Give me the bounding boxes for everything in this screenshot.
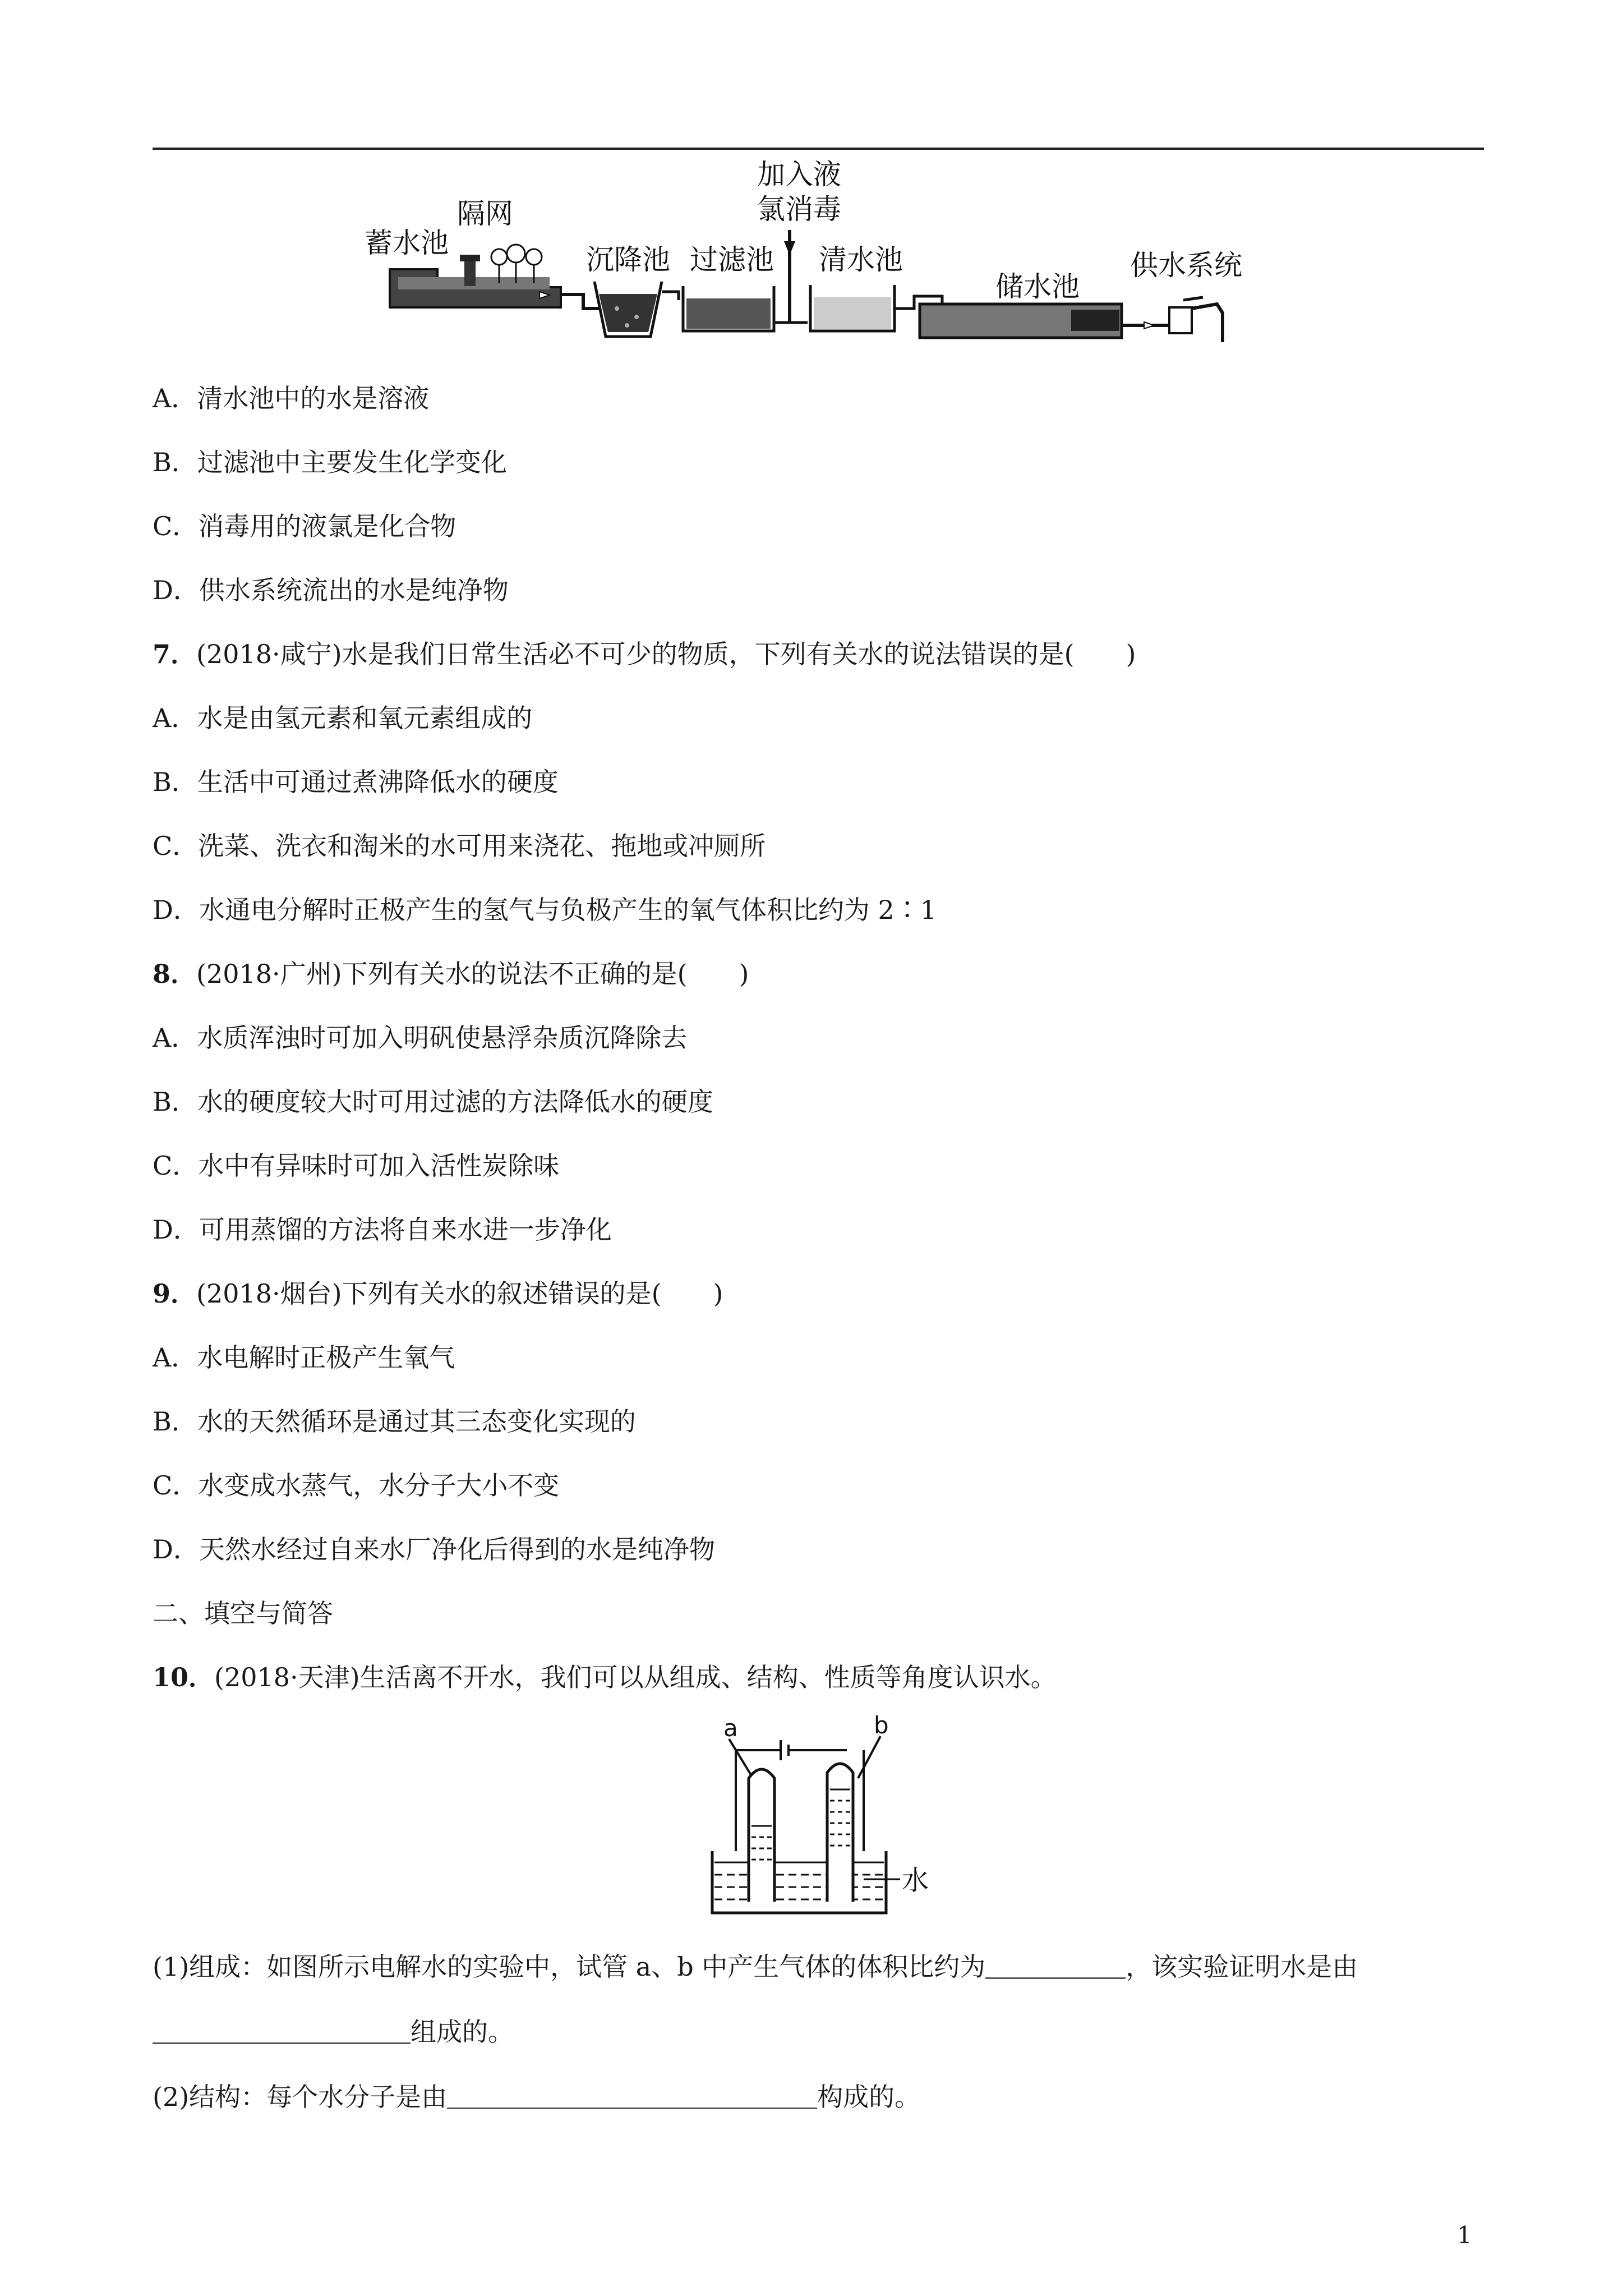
page-number: 1 bbox=[1457, 2221, 1472, 2249]
storage-tank bbox=[920, 304, 1122, 338]
label-storage: 储水池 bbox=[995, 270, 1080, 303]
q9-stem: 9．(2018·烟台)下列有关水的叙述错误的是( ) bbox=[153, 1278, 723, 1309]
q8-option-d: D．可用蒸馏的方法将自来水进一步净化 bbox=[153, 1214, 612, 1245]
header-rule bbox=[153, 148, 1484, 150]
water-trough bbox=[712, 1851, 886, 1913]
label-clear-water: 清水池 bbox=[819, 243, 903, 276]
q10-sub1-line2: 组成的。 bbox=[153, 2016, 1487, 2047]
q7-option-b: B．生活中可通过煮沸降低水的硬度 bbox=[153, 767, 559, 797]
label-screen: 隔网 bbox=[457, 197, 513, 230]
q9-option-a: A．水电解时正极产生氧气 bbox=[153, 1342, 455, 1373]
label-water: 水 bbox=[902, 1865, 929, 1896]
screen-mesh bbox=[491, 245, 542, 283]
label-filter: 过滤池 bbox=[690, 243, 774, 276]
q6-option-a: A．清水池中的水是溶液 bbox=[153, 383, 430, 413]
q7-option-a: A．水是由氢元素和氧元素组成的 bbox=[153, 703, 533, 733]
q10-stem: 10．(2018·天津)生活离不开水，我们可以从组成、结构、性质等角度认识水。 bbox=[153, 1662, 1057, 1692]
answer-blank-ratio[interactable] bbox=[985, 1953, 1126, 1979]
q7-stem: 7．(2018·咸宁)水是我们日常生活必不可少的物质，下列有关水的说法错误的是( ) bbox=[153, 639, 1136, 669]
label-chlorine-2: 氯消毒 bbox=[757, 193, 841, 226]
q8-stem: 8．(2018·广州)下列有关水的说法不正确的是( ) bbox=[153, 959, 749, 989]
water-treatment-diagram bbox=[359, 157, 1279, 348]
label-tube-a: a bbox=[723, 1714, 738, 1742]
filter-tank bbox=[683, 286, 774, 331]
q10-sub1-line1: (1)组成：如图所示电解水的实验中，试管 a、b 中产生气体的体积比约为 ，该实验证明水是由 bbox=[153, 1952, 1358, 1982]
q6-option-b: B．过滤池中主要发生化学变化 bbox=[153, 447, 507, 477]
q10-sub2: (2)结构：每个水分子是由 构成的。 bbox=[153, 2082, 921, 2112]
section-title: 二、填空与简答 bbox=[153, 1598, 333, 1628]
q9-option-c: C．水变成水蒸气，水分子大小不变 bbox=[153, 1470, 560, 1501]
q7-option-c: C．洗菜、洗衣和淘米的水可用来浇花、拖地或冲厕所 bbox=[153, 831, 766, 861]
q8-option-b: B．水的硬度较大时可用过滤的方法降低水的硬度 bbox=[153, 1087, 713, 1117]
electrolysis-diagram bbox=[695, 1711, 959, 1924]
test-tube-a bbox=[749, 1769, 774, 1902]
test-tube-b bbox=[827, 1764, 853, 1902]
chlorine-injection bbox=[784, 230, 795, 323]
answer-blank-structure[interactable] bbox=[447, 2083, 817, 2109]
answer-blank-composition[interactable] bbox=[153, 2018, 411, 2044]
label-supply: 供水系统 bbox=[1130, 249, 1242, 282]
q9-option-b: B．水的天然循环是通过其三态变化实现的 bbox=[153, 1406, 636, 1437]
label-chlorine-1: 加入液 bbox=[757, 158, 841, 191]
q6-option-c: C．消毒用的液氯是化合物 bbox=[153, 511, 457, 541]
label-tube-b: b bbox=[874, 1711, 889, 1739]
q6-option-d: D．供水系统流出的水是纯净物 bbox=[153, 575, 509, 605]
label-reservoir: 蓄水池 bbox=[365, 227, 449, 259]
clear-water-tank bbox=[810, 285, 895, 331]
faucet-icon bbox=[1169, 297, 1223, 342]
q7-option-d: D．水通电分解时正极产生的氢气与负极产生的氧气体积比约为 2∶1 bbox=[153, 895, 937, 925]
q9-option-d: D．天然水经过自来水厂净化后得到的水是纯净物 bbox=[153, 1534, 715, 1565]
sedimentation-tank bbox=[594, 282, 662, 337]
q8-option-c: C．水中有异味时可加入活性炭除味 bbox=[153, 1151, 560, 1181]
q8-option-a: A．水质浑浊时可加入明矾使悬浮杂质沉降除去 bbox=[153, 1023, 688, 1053]
label-sedimentation: 沉降池 bbox=[586, 243, 670, 276]
